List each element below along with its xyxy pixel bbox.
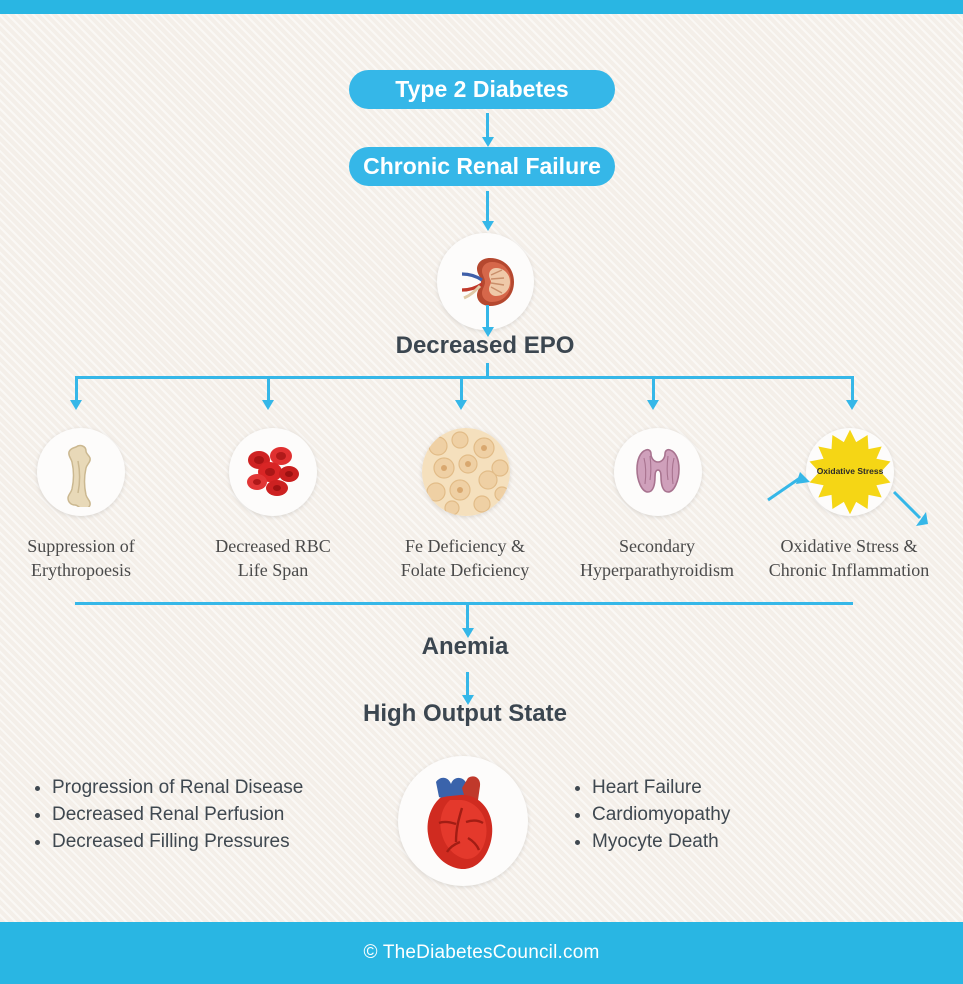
outcomes-right-list (572, 774, 902, 855)
branch-arrowhead-4 (647, 400, 659, 410)
branch-arrowhead-1 (70, 400, 82, 410)
label-suppression-of-erythropoesis: Suppression of Erythropoesis (27, 536, 135, 580)
list-item: • Decreased Filling Pressures (52, 828, 382, 855)
list-item: • Cardiomyopathy (592, 801, 902, 828)
arrow-bus-to-anemia (466, 605, 469, 629)
top-accent-bar (0, 0, 963, 14)
star-label: Oxidative Stress (816, 466, 884, 476)
branch-drop-4 (652, 376, 655, 402)
branch-arrowhead-3 (455, 400, 467, 410)
heading-anemia: Anemia (421, 633, 509, 660)
branch-drop-3 (460, 376, 463, 402)
node-label: Type 2 Diabetes (395, 76, 569, 102)
branch-drop-5 (851, 376, 854, 402)
branch-arrowhead-5 (846, 400, 858, 410)
list-item: • Heart Failure (592, 774, 902, 801)
list-item: • Myocyte Death (592, 828, 902, 855)
heart-icon (398, 756, 528, 886)
oxidative-stress-star-icon (806, 428, 894, 516)
arrow-out-of-star (890, 488, 936, 534)
footer-bar (0, 922, 963, 984)
arrow-anemia-to-high-output (466, 672, 469, 696)
red-blood-cells-icon (229, 428, 317, 516)
label-oxidative-stress-chronic-inflammation: Oxidative Stress & Chronic Inflammation (768, 536, 930, 580)
arrow-diabetes-to-renal (486, 113, 489, 138)
label-decreased-rbc-life-span: Decreased RBC Life Span (215, 536, 331, 580)
heading-decreased-epo: Decreased EPO (395, 332, 575, 359)
node-chronic-renal-failure (349, 147, 615, 186)
list-item: • Progression of Renal Disease (52, 774, 382, 801)
list-item: • Decreased Renal Perfusion (52, 801, 382, 828)
node-label: Chronic Renal Failure (363, 153, 601, 179)
branch-stem-center (486, 363, 489, 379)
branch-bus-bottom (75, 602, 853, 605)
arrow-kidney-to-epo (486, 305, 489, 328)
branch-bus-top (75, 376, 853, 379)
branch-drop-1 (75, 376, 78, 402)
label-fe-folate-deficiency: Fe Deficiency & Folate Deficiency (400, 536, 530, 580)
arrow-renal-to-kidney (486, 191, 489, 222)
branch-arrowhead-2 (262, 400, 274, 410)
arrow-into-star (766, 470, 812, 506)
bone-icon (37, 428, 125, 516)
label-secondary-hyperparathyroidism: Secondary Hyperparathyroidism (580, 536, 734, 580)
thyroid-icon (614, 428, 702, 516)
branch-drop-2 (267, 376, 270, 402)
cells-icon (422, 428, 510, 516)
heading-high-output-state: High Output State (363, 700, 567, 727)
node-type-2-diabetes (349, 70, 615, 109)
outcomes-left-list (32, 774, 382, 855)
footer-credit: © TheDiabetesCouncil.com (363, 942, 600, 963)
